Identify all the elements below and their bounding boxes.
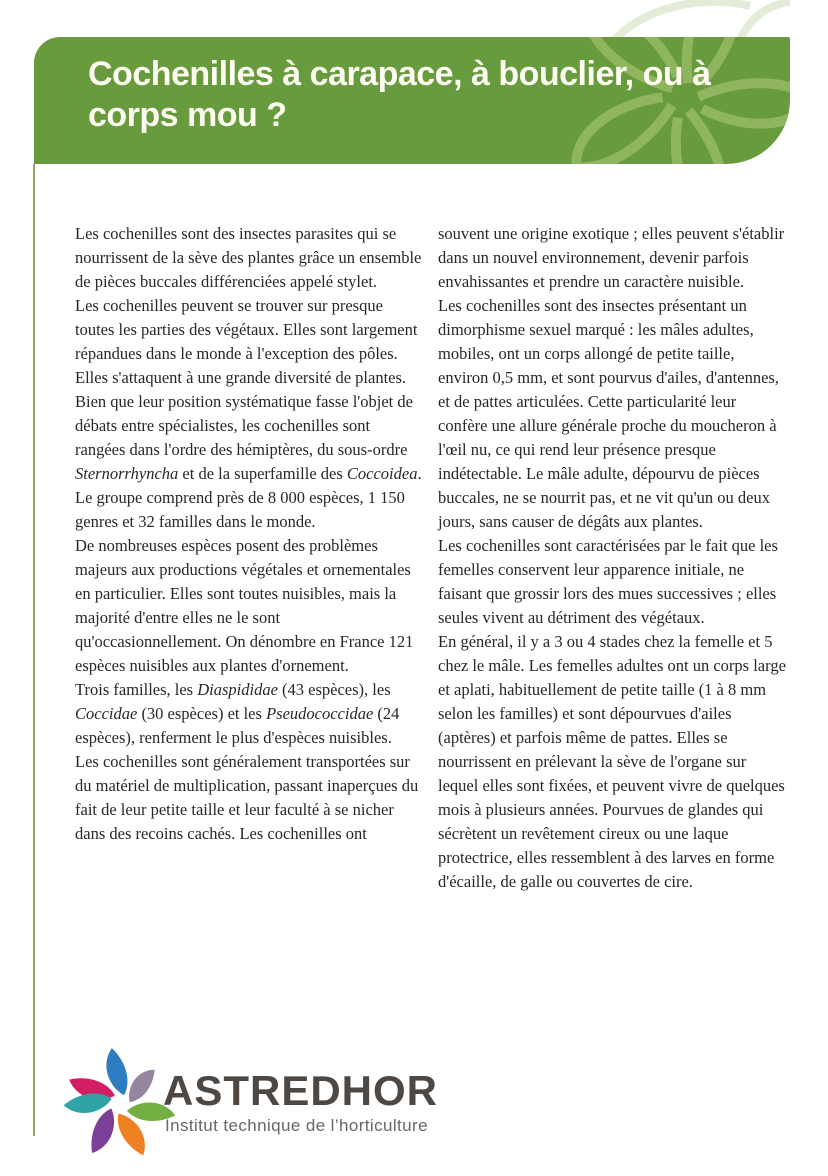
paragraph: De nombreuses espèces posent des problèmes majeurs aux productions végétales et ornementales en particulier. Elles sont toutes nuisibles, mais la majorité d'entre elles ne le sont qu'occasionnellement. On dénombre en France 121 espèces nuisibles aux plantes d'ornement. <box>75 536 414 675</box>
page-title <box>88 54 711 136</box>
paragraph: souvent une origine exotique ; elles peuvent s'établir dans un nouvel environnement, devenir parfois envahissantes et prendre un caractère nuisible. <box>438 224 785 291</box>
header-banner <box>34 37 790 164</box>
flower-outline-top-icon <box>590 0 800 37</box>
paragraph: Les cochenilles sont des insectes parasites qui se nourrissent de la sève des plantes grâce un ensemble de pièces buccales différenciées appelé stylet. <box>75 224 422 291</box>
article-column-right <box>438 222 786 894</box>
paragraph: Les cochenilles sont caractérisées par le fait que les femelles conservent leur apparence initiale, ne faisant que grossir lors des mues successives ; elles seules vivent au détriment des végétaux. <box>438 536 778 627</box>
paragraph: Les cochenilles sont des insectes présentant un dimorphisme sexuel marqué : les mâles adultes, mobiles, ont un corps allongé de petite taille, environ 0,5 mm, et sont pourvus d'ailes, d'antennes, et de pattes articulées. Cette particularité leur confère une allure générale proche du moucheron à l'œil nu, ce qui rend leur présence presque indétectable. Le mâle adulte, dépourvu de pièces buccales, ne se nourrit pas, et ne vit qu'un ou deux jours, sans causer de dégâts aux plantes. <box>438 296 779 531</box>
paragraph: Les cochenilles sont généralement transportées sur du matériel de multiplication, passant inaperçues du fait de leur petite taille et leur faculté à se nicher dans des recoins cachés. Les cochenilles ont <box>75 752 419 843</box>
logo-tagline: Institut technique de l’horticulture <box>165 1116 428 1135</box>
logo-wordmark: ASTREDHOR <box>163 1067 439 1114</box>
page-title-line2: corps mou ? <box>88 96 287 134</box>
left-margin-rule <box>33 164 35 1136</box>
page-title-line1: Cochenilles à carapace, à bouclier, ou à <box>88 55 711 93</box>
paragraph: En général, il y a 3 ou 4 stades chez la femelle et 5 chez le mâle. Les femelles adultes ont un corps large et aplati, habituellement de petite taille (1 à 8 mm selon les familles) et sont dépourvues d'ailes (aptères) et parfois même de pattes. Elles se nourrissent en prélevant la sève de l'organe sur lequel elles sont fixées, et peuvent vivre de quelques mois à plusieurs années. Pourvues de glandes qui sécrètent un revêtement cireux ou une laque protectrice, elles ressemblent à des larves en forme d'écaille, de galle ou couvertes de cire. <box>438 632 786 891</box>
article-body <box>75 222 787 894</box>
paragraph: Les cochenilles peuvent se trouver sur presque toutes les parties des végétaux. Elles sont largement répandues dans le monde à l'exception des pôles. Elles s'attaquent à une grande diversité de plantes. Bien que leur position systématique fasse l'objet de débats entre spécialistes, les cochenilles sont rangées dans l'ordre des hémiptères, du sous-ordre Sternorrhyncha et de la superfamille des Coccoidea. Le groupe comprend près de 8 000 espèces, 1 150 genres et 32 familles dans le monde. <box>75 296 422 531</box>
footer <box>0 1040 828 1176</box>
paragraph: Trois familles, les Diaspididae (43 espèces), les Coccidae (30 espèces) et les Pseudococcidae (24 espèces), renferment le plus d'espèces nuisibles. <box>75 680 400 747</box>
astredhor-flower-icon <box>64 1048 176 1160</box>
article-column-left <box>75 222 423 894</box>
